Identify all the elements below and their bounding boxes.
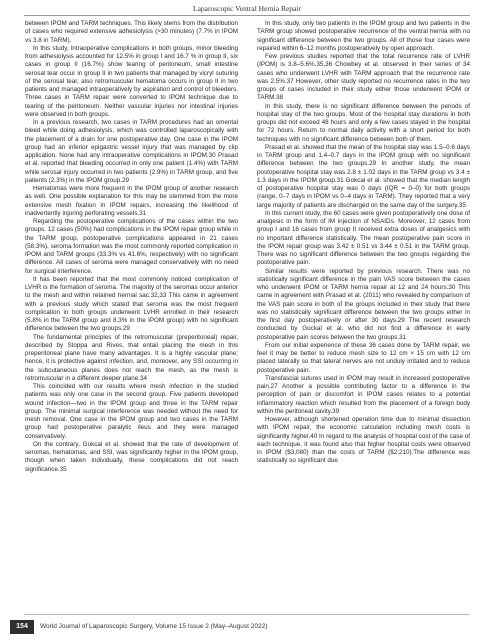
paragraph: Hematomas were more frequent in the IPOM group of another research as well. One possible explanation for this may be stemmed from the more extensive mesh fixation in IPOM repairs, increasing the likelihood of inadvertently injuring perforating vessels.31 [25,185,238,217]
right-text-column [257,20,470,612]
paragraph: In this study, only two patients in the IPOM group and two patients in the TARM group showed postoperative recurrence of the ventral hernia with no significant difference between the two groups. All of those four cases were repaired within 6–12 months postoperatively by open approach. [257,20,470,52]
page-number: 154 [10,620,34,634]
footer-divider [24,614,470,615]
paragraph: In this study, there is no significant difference between the periods of hospital stay of the two groups. Most of the hospital stay durations in both groups did not exceed 48 hours and only a few cases stayed in the hospital for 72 hours. Return to normal daily activity with a short period for both techniques with no significant difference between both of them. [257,102,470,143]
header-divider [24,15,470,16]
paragraph: Few previous studies reported that the total recurrence rate of LVHR (IPOM) is 3.8–5.6%.35,36 Chowbey et al. observed in their series of 34 cases who underwent LVHR with TARM approach that the recurrence rate was 2.5%.37 However, other study reported no recurrence rates in the two groups of cases included in their study either those underwent IPOM or TARM.38 [257,53,470,102]
paragraph: between IPOM and TARM techniques. This likely stems from the distribution of cases who required extensive adhesiolysis (>30 minutes) (7.7% in IPOM vs 3.8 in TARM). [25,20,238,44]
paragraph: It has been reported that the most commonly noticed complication of LVHR is the formation of seroma. The majority of the seromas occur anterior to the mesh and within retained hernial sac.32,33 This came in agreement with a previous study which stated that seroma was the most frequent complication in both groups underwent LVHR enrolled in their research (5.8% in the TARM group and 8.3% in the IPOM group) with no significant difference between the two groups.29 [25,275,238,333]
paragraph: In this study, intraoperative complications in both groups, minor bleeding from adhesiolysis accounted for 12.5% in group I and 16.7 % in group II, six cases in group II (16.7%) show tearing of peritoneum, small intestine serosal tear occur in group II in two patients that managed by vicryl suturing of the serosal tear, also retromuscular hematoma occurs in group II in two patients and managed intraoperatively by aspiration and control of bleeders. Three cases in TARM repair were converted to IPOM technique due to tearing of the peritoneum. Neither vascular injuries nor intestinal injuries were observed in both groups. [25,44,238,118]
paragraph: In this current study, the 60 cases were given postoperatively one dose of analgesic in the form of IM injection of NSAIDs. Moreover, 12 cases from group I and 16 cases from group II received extra doses of analgesics with no important difference statistically. The mean postoperative pain score in the IPOM repair group was 3.42 ± 0.51 vs 3.44 ± 0.51 in the TARM group. There was no significant difference between the two groups regarding the postoperative pain. [257,209,470,267]
paragraph: However, although shortened operation time due to minimal dissection with IPOM repair, the economic calculation including mesh costs is significantly higher.40 In regard to the analysis of hospital cost of the case of each technique, it was found also that higher hospital costs were observed in IPOM ($3,080) than the costs of TARM ($2,210).The difference was statistically so significant due [257,416,470,465]
journal-citation: World Journal of Laparoscopic Surgery, Volume 15 Issue 2 (May–August 2022) [40,623,268,630]
paragraph: The fundamental principles of the retromuscular (preperitoneal) repair, described by Stoppa and Rives, that entail placing the mesh in this preperitoneal plane have many advantages. It is a highly vascular plane; hence, it is protective against infection, and, moreover, any SSI occurring in the subcutaneous planes does not reach the mesh, as the mesh is retromuscular in a different deeper plane.34 [25,333,238,382]
paragraph: From our initial experience of these 36 cases done by TARM repair, we feel it may be better to reduce mesh size to 12 cm × 15 cm with 12 cm placed laterally so that lateral nerves are not unduly irritated and to reduce postoperative pain. [257,341,470,374]
paragraph: Regarding the postoperative complications of the cases within the two groups. 12 cases (50%) had complications in the IPOM repair group while in the TARM group, postoperative complications appeared in 21 cases (58.3%). seroma formation was the most commonly reported complication in IPOM and TARM groups (33.3% vs 41.6%, respectively) with no significant difference. All cases of seroma were managed conservatively with no need for surgical interference. [25,218,238,275]
paragraph: This coincided with our results where mesh infection in the studied patients was only one case in the second group. Five patients developed wound infection—two in the IPOM group and three in the TARM repair group. The minimal surgical interference was needed without the need for mesh removal. One case in the IPOM group and two cases in the TARM group had postoperative paralytic ileus and they were managed conservatively. [25,383,238,440]
paragraph: On the contrary, Gokcal et al. showed that the rate of development of seromas, hematomas, and SSI, was significantly higher in the IPOM group, though when taken individually, these complications did not reach significance.35 [25,440,238,473]
paragraph: Similar results were reported by previous research. There was no statistically significant difference in the pain VAS score between the cases who underwent IPOM or TARM hernia repair at 12 and 24 hours.30 This came in agreement with Prasad et al. (2011) who revealed by comparison of the VAS pain score in both of the groups included in their study that there was no statistically significant difference between the two groups either in the first day postoperatively or after 30 days.29 The recent research conducted by Gockal et al. who did not find a difference in early postoperative pain scores between the two groups.31 [257,267,470,341]
paragraph: In a previous research, two cases in TARM procedures had an omental bleed while doing adhesiolysis, which was controlled laparoscopically with the placement of a drain for one postoperative day. One case in the IPOM group had an inferior epigastric vessel injury that was managed by clip application. None had any intraoperative complications in IPOM.30 Prasad et al. reported that bleeding occurred in only one patient (1.4%) with TARM while serosal injury occurred in two patients (2.9%) in TARM group, and five patients (2.3%) in the IPOM group.29 [25,119,238,184]
left-text-column [25,20,238,612]
paragraph: Prasad et al. showed that the mean of the hospital stay was 1.5–0.6 days in TARM group and 1.4–0.7 days in the IPOM group with no significant difference between the two groups.29 In another study, the mean postoperative hospital stay was 2.8 ± 1.02 days in the TARM group vs 3.4 ± 1.3 days in the IPOM group.31 Gokcal et al. showed that the median length of postoperative hospital stay was 0 days (IQR = 0–0) for both groups (range, 0–7 days in IPOM vs 0–4 days in TARM). They reported that a very large majority of patients are discharged on the same day of the surgery.35 [257,143,470,209]
paragraph: Transfascial sutures used in IPOM may result in increased postoperative pain.27 Another a possible contributing factor to a difference in the perception of pain or discomfort in IPOM cases relates to a potential inflammatory reaction which resulted from the placement of a foreign body within the peritoneal cavity.39 [257,374,470,415]
running-title: Laparoscopic Ventral Hernia Repair [193,4,301,13]
